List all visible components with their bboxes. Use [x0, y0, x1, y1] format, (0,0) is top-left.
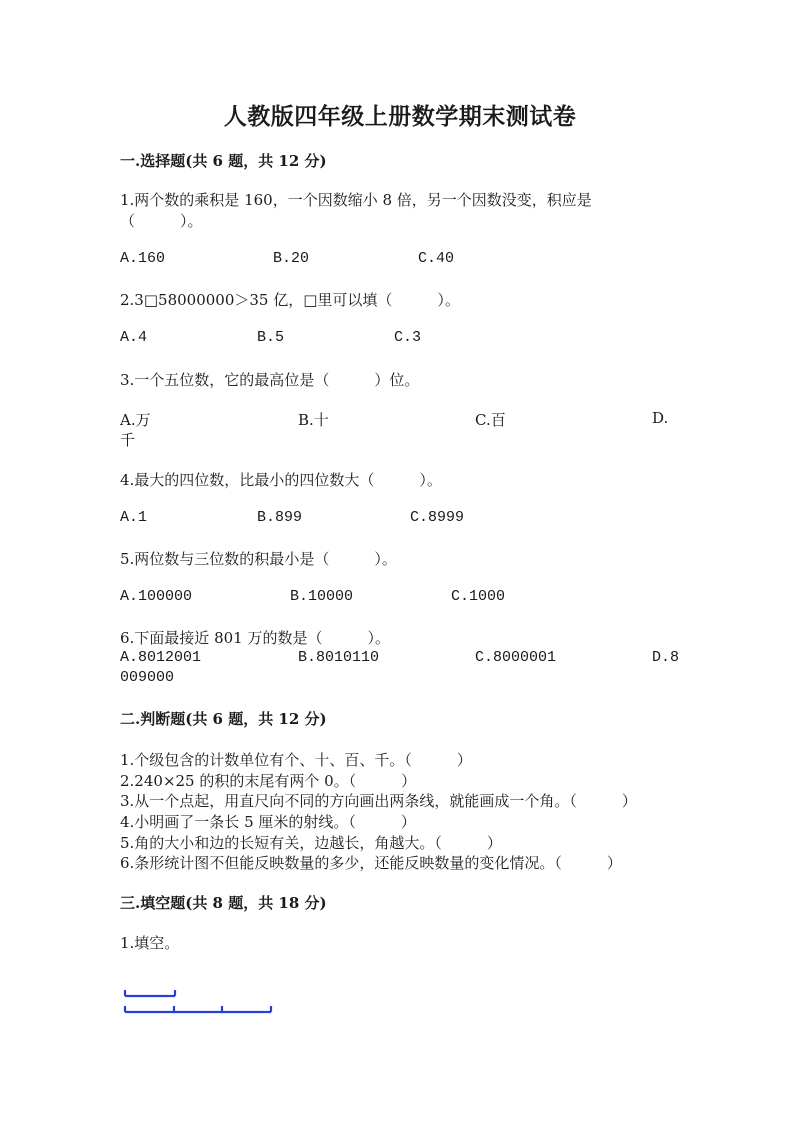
segment-figure — [118, 984, 278, 1018]
page-title: 人教版四年级上册数学期末测试卷 — [223, 103, 577, 130]
option-c: C.40 — [418, 250, 455, 267]
option-c: C.1000 — [451, 588, 506, 605]
judge-item: 1.个级包含的计数单位有个、十、百、千。（ ） — [120, 751, 472, 769]
question-text: 4.最大的四位数，比最小的四位数大（ ）。 — [120, 471, 442, 489]
section-heading-fill: 三.填空题(共 8 题，共 18 分) — [120, 894, 327, 912]
option-c: C.3 — [394, 329, 422, 346]
judge-item: 5.角的大小和边的长短有关，边越长，角越大。（ ） — [120, 834, 502, 852]
option-b: B.10000 — [290, 588, 354, 605]
option-c: C.百 — [475, 411, 506, 429]
section-heading-choice: 一.选择题(共 6 题，共 12 分) — [120, 152, 327, 170]
option-a: A.4 — [120, 329, 148, 346]
judge-item: 2.240×25 的积的末尾有两个 0。（ ） — [120, 772, 417, 790]
option-b: B.5 — [257, 329, 285, 346]
option-d: D. — [652, 409, 669, 427]
option-d-wrap: 009000 — [120, 669, 175, 686]
question-text: 1.填空。 — [120, 934, 180, 952]
question-text: （ ）。 — [120, 212, 203, 230]
option-a: A.100000 — [120, 588, 193, 605]
question-text: 6.下面最接近 801 万的数是（ ）。 — [120, 629, 390, 647]
section-heading-judge: 二.判断题(共 6 题，共 12 分) — [120, 710, 327, 728]
judge-item: 3.从一个点起，用直尺向不同的方向画出两条线，就能画成一个角。（ ） — [120, 792, 637, 810]
short-segment — [125, 990, 175, 996]
question-text: 1.两个数的乘积是 160，一个因数缩小 8 倍，另一个因数没变，积应是 — [120, 191, 592, 209]
long-segment — [125, 1006, 271, 1012]
option-a: A.160 — [120, 250, 166, 267]
option-a: A.8012001 — [120, 649, 202, 666]
option-c: C.8000001 — [475, 649, 557, 666]
question-text: 3.一个五位数，它的最高位是（ ）位。 — [120, 371, 420, 389]
option-d-wrap: 千 — [120, 431, 136, 449]
option-d: D.8 — [652, 649, 680, 666]
option-a: A.1 — [120, 509, 148, 526]
option-b: B.8010110 — [298, 649, 380, 666]
judge-item: 6.条形统计图不但能反映数量的多少，还能反映数量的变化情况。（ ） — [120, 854, 622, 872]
option-b: B.十 — [298, 411, 329, 429]
judge-item: 4.小明画了一条长 5 厘米的射线。（ ） — [120, 813, 416, 831]
question-text: 2.3□58000000＞35 亿，□里可以填（ ）。 — [120, 291, 460, 309]
option-a: A.万 — [120, 411, 151, 429]
option-b: B.899 — [257, 509, 303, 526]
option-b: B.20 — [273, 250, 310, 267]
question-text: 5.两位数与三位数的积最小是（ ）。 — [120, 550, 397, 568]
option-c: C.8999 — [410, 509, 465, 526]
